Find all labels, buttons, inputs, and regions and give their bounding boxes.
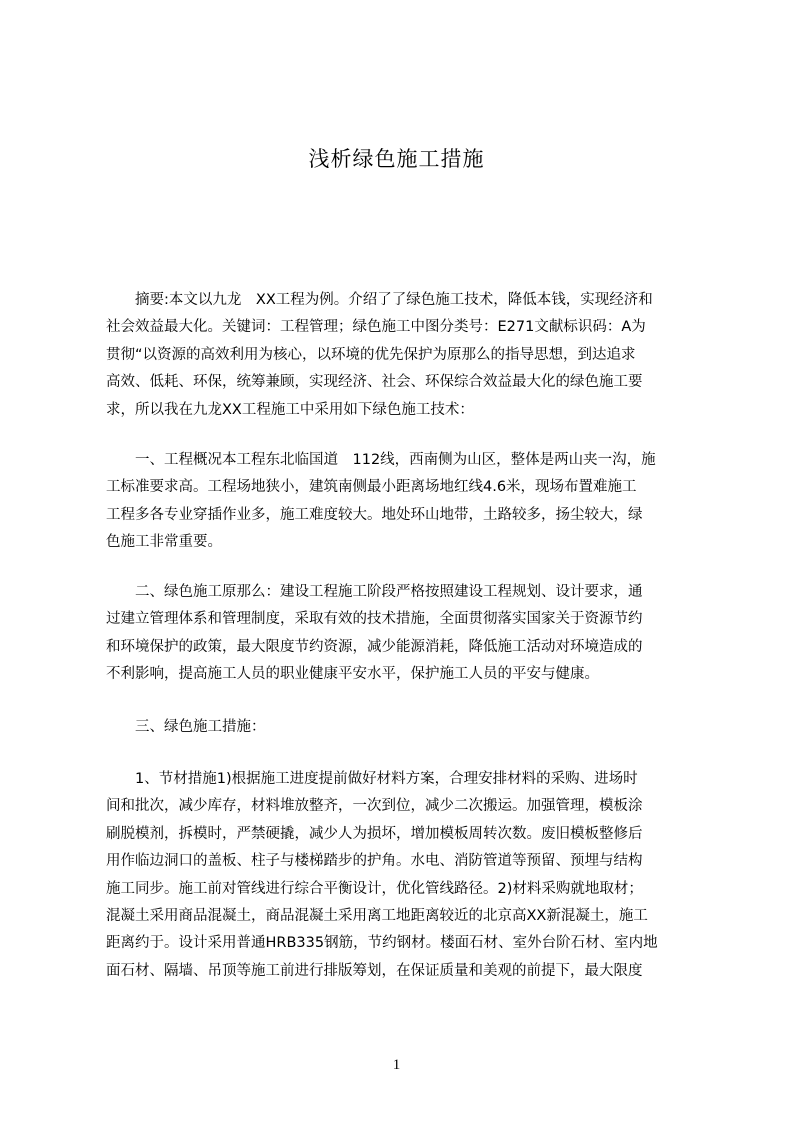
text-line: 高效、低耗、环保，统筹兼顾，实现经济、社会、环保综合效益最大化的绿色施工要 xyxy=(106,374,643,391)
text-line: 混凝土采用商品混凝土，商品混凝土采用离工地距离较近的北京高XX新混凝土，施工 xyxy=(106,907,648,924)
text-line: 一、工程概况本工程东北临国道 112线，西南侧为山区，整体是两山夹一沟，施 xyxy=(106,452,656,468)
abstract-paragraph xyxy=(106,287,698,424)
text-line: 用作临边洞口的盖板、柱子与楼梯踏步的护角。水电、消防管道等预留、预埋与结构 xyxy=(106,853,643,870)
text-line: 摘要:本文以九龙 XX工程为例。介绍了了绿色施工技术，降低本钱，实现经济和 xyxy=(106,292,653,308)
text-line: 间和批次，减少库存，材料堆放整齐，一次到位，减少二次搬运。加强管理，模板涂 xyxy=(106,798,643,815)
material-saving-paragraph xyxy=(106,766,698,985)
section-heading: 三、绿色施工措施： xyxy=(106,719,266,735)
text-line: 工程多各专业穿插作业多，施工难度较大。地处环山地带，土路较多，扬尘较大，绿 xyxy=(106,506,643,523)
text-line: 不利影响，提高施工人员的职业健康平安水平，保护施工人员的平安与健康。 xyxy=(106,666,599,683)
measures-heading xyxy=(106,714,698,741)
text-line: 面石材、隔墙、吊顶等施工前进行排版筹划，在保证质量和美观的前提下，最大限度 xyxy=(106,962,643,979)
text-line: 二、绿色施工原那么：建设工程施工阶段严格按照建设工程规划、设计要求，通 xyxy=(106,584,643,600)
text-line: 施工同步。施工前对管线进行综合平衡设计，优化管线路径。2)材料采购就地取材； xyxy=(106,880,643,897)
text-line: 过建立管理体系和管理制度，采取有效的技术措施，全面贯彻落实国家关于资源节约 xyxy=(106,611,643,628)
text-line: 工标准要求高。工程场地狭小，建筑南侧最小距离场地红线4.6米，现场布置难施工 xyxy=(106,479,637,496)
text-line: 色施工非常重要。 xyxy=(106,534,222,551)
document-title: 浅析绿色施工措施 xyxy=(308,147,485,171)
text-line: 1、节材措施1)根据施工进度提前做好材料方案，合理安排材料的采购、进场时 xyxy=(106,771,638,787)
overview-paragraph xyxy=(106,447,698,557)
page-number: 1 xyxy=(392,1057,401,1073)
text-line: 社会效益最大化。关键词：工程管理；绿色施工中图分类号：E271文献标识码：A为 xyxy=(106,319,646,336)
text-line: 和环境保护的政策，最大限度节约资源，减少能源消耗，降低施工活动对环境造成的 xyxy=(106,638,643,655)
text-line: 刷脱模剂，拆模时，严禁硬撬，减少人为损坏，增加模板周转次数。废旧模板整修后 xyxy=(106,825,643,842)
text-line: 求，所以我在九龙XX工程施工中采用如下绿色施工技术： xyxy=(106,401,474,418)
principles-paragraph xyxy=(106,579,698,689)
text-line: 距离约于。设计采用普通HRB335钢筋，节约钢材。楼面石材、室外台阶石材、室内地 xyxy=(106,935,658,952)
text-line: 贯彻“以资源的高效利用为核心，以环境的优先保护为原那么的指导思想，到达追求 xyxy=(106,346,636,363)
